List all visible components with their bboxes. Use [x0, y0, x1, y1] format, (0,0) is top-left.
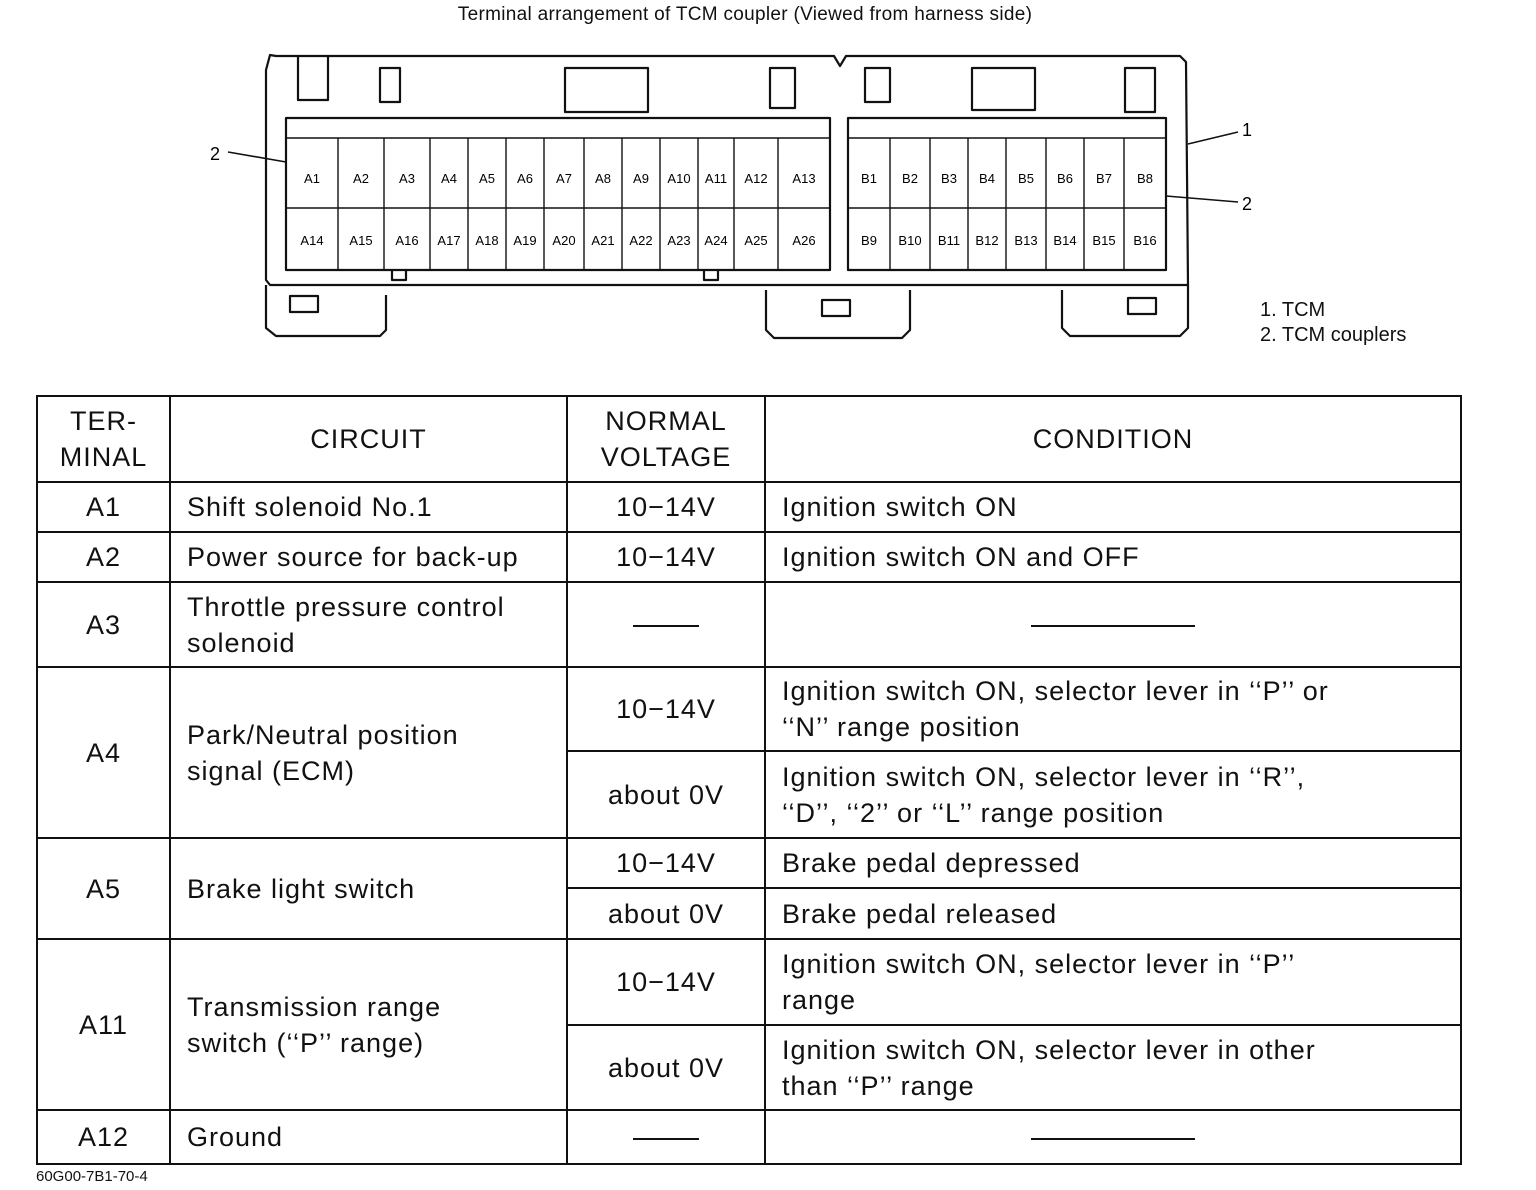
- legend: [1260, 298, 1406, 348]
- callout-leader: [1188, 132, 1238, 144]
- foot-slot: [1128, 298, 1156, 314]
- pin-label-a24: A24: [704, 233, 728, 248]
- circuit-text: signal (ECM): [187, 755, 356, 786]
- legend-item-tcm: 1. TCM: [1260, 299, 1326, 321]
- pin-label-a15: A15: [349, 233, 373, 248]
- condition-cell: [765, 751, 1461, 838]
- latch-notch: [865, 68, 890, 102]
- no-value-dash: [1031, 625, 1195, 627]
- condition-text: Ignition switch ON, selector lever in ‘‘R’’,: [782, 761, 1306, 792]
- coupler-foot-left: [266, 285, 386, 336]
- terminal-cell: A5: [37, 838, 170, 939]
- legend-item-tcm-couplers: 2. TCM couplers: [1260, 324, 1407, 346]
- condition-cell: [765, 1025, 1461, 1110]
- pin-label-a7: A7: [556, 171, 572, 186]
- latch-notch: [380, 68, 400, 102]
- no-value-dash: [633, 1138, 699, 1140]
- circuit-cell: Shift solenoid No.1: [170, 482, 567, 532]
- header-voltage: [567, 396, 765, 482]
- condition-cell: [765, 1110, 1461, 1164]
- table-row: [37, 838, 1461, 888]
- voltage-cell: 10−14V: [567, 532, 765, 582]
- pin-label-b15: B15: [1092, 233, 1116, 248]
- pin-label-a9: A9: [633, 171, 649, 186]
- terminal-cell: A2: [37, 532, 170, 582]
- voltage-cell: about 0V: [567, 1025, 765, 1110]
- pin-label-a25: A25: [744, 233, 768, 248]
- terminal-cell: A11: [37, 939, 170, 1110]
- cavity-block-b: [848, 118, 1166, 270]
- pin-label-a3: A3: [399, 171, 415, 186]
- pin-label-a18: A18: [475, 233, 499, 248]
- pin-label-a22: A22: [629, 233, 653, 248]
- header-text: VOLTAGE: [600, 442, 732, 472]
- pin-label-b12: B12: [975, 233, 999, 248]
- header-terminal: [37, 396, 170, 482]
- condition-cell: [765, 667, 1461, 751]
- callout-label-2: 2: [210, 144, 221, 164]
- diagram-caption: Terminal arrangement of TCM coupler (Viewed from harness side): [457, 4, 1033, 25]
- pin-label-b8: B8: [1137, 171, 1153, 186]
- condition-cell: Ignition switch ON: [765, 482, 1461, 532]
- voltage-cell: [567, 1110, 765, 1164]
- condition-text: ‘‘D’’, ‘‘2’’ or ‘‘L’’ range position: [782, 797, 1165, 828]
- pin-label-b13: B13: [1014, 233, 1038, 248]
- table-row: [37, 482, 1461, 532]
- pin-label-b9: B9: [861, 233, 877, 248]
- condition-text: than ‘‘P’’ range: [782, 1070, 975, 1101]
- circuit-text: solenoid: [187, 627, 296, 658]
- callout-label-1: 1: [1242, 120, 1253, 140]
- pin-label-b5: B5: [1018, 171, 1034, 186]
- latch-notch: [1125, 68, 1155, 112]
- table-row: [37, 939, 1461, 1025]
- table-row: [37, 582, 1461, 667]
- pin-label-a23: A23: [667, 233, 691, 248]
- pin-label-b1: B1: [861, 171, 877, 186]
- table-header-row: [37, 396, 1461, 482]
- header-circuit: CIRCUIT: [170, 396, 567, 482]
- pin-label-b11: B11: [937, 233, 961, 248]
- latch-notch: [298, 56, 328, 100]
- coupler-foot-right: [1062, 285, 1188, 336]
- circuit-cell: [170, 667, 567, 838]
- callout-label-2: 2: [1242, 194, 1253, 214]
- table-row: [37, 532, 1461, 582]
- header-text: MINAL: [59, 442, 148, 472]
- latch-notch: [770, 68, 795, 108]
- voltage-cell: 10−14V: [567, 838, 765, 888]
- table-row: [37, 1110, 1461, 1164]
- voltage-cell: 10−14V: [567, 939, 765, 1025]
- pin-label-a21: A21: [591, 233, 615, 248]
- pin-label-b4: B4: [979, 171, 995, 186]
- pin-label-a12: A12: [744, 171, 768, 186]
- pin-label-a16: A16: [395, 233, 419, 248]
- voltage-cell: 10−14V: [567, 482, 765, 532]
- pin-label-a11: A11: [704, 171, 728, 186]
- pin-label-b3: B3: [941, 171, 957, 186]
- condition-cell: Brake pedal depressed: [765, 838, 1461, 888]
- no-value-dash: [633, 625, 699, 627]
- pin-label-b16: B16: [1133, 233, 1157, 248]
- pin-label-b10: B10: [898, 233, 922, 248]
- header-condition: CONDITION: [765, 396, 1461, 482]
- pin-label-b7: B7: [1096, 171, 1112, 186]
- circuit-cell: Ground: [170, 1110, 567, 1164]
- voltage-cell: [567, 582, 765, 667]
- condition-text: range: [782, 985, 857, 1015]
- circuit-cell: Power source for back-up: [170, 532, 567, 582]
- circuit-text: Throttle pressure control: [187, 591, 505, 622]
- condition-text: Ignition switch ON, selector lever in ‘‘P’’ or: [782, 676, 1329, 706]
- condition-text: Ignition switch ON, selector lever in other: [782, 1034, 1316, 1065]
- pin-label-a4: A4: [441, 171, 457, 186]
- pin-label-a20: A20: [552, 233, 576, 248]
- pin-label-b14: B14: [1053, 233, 1077, 248]
- pin-label-a6: A6: [517, 171, 533, 186]
- condition-cell: Brake pedal released: [765, 888, 1461, 939]
- figure-code: 60G00-7B1-70-4: [36, 1168, 148, 1185]
- circuit-text: Park/Neutral position: [187, 719, 459, 750]
- pin-label-a13: A13: [792, 171, 816, 186]
- header-text: TER-: [70, 406, 137, 436]
- terminal-spec-table: [36, 395, 1462, 1165]
- condition-text: Ignition switch ON, selector lever in ‘‘P’’: [782, 949, 1296, 979]
- coupler-housing-outline: [266, 55, 1188, 285]
- pin-label-a19: A19: [513, 233, 537, 248]
- condition-text: ‘‘N’’ range position: [782, 712, 1021, 742]
- terminal-cell: A12: [37, 1110, 170, 1164]
- terminal-cell: A1: [37, 482, 170, 532]
- pin-label-a5: A5: [479, 171, 495, 186]
- callout-leader: [228, 152, 286, 162]
- terminal-cell: A4: [37, 667, 170, 838]
- voltage-cell: 10−14V: [567, 667, 765, 751]
- circuit-cell: [170, 939, 567, 1110]
- foot-slot: [290, 296, 318, 312]
- foot-slot: [822, 300, 850, 316]
- pin-label-b6: B6: [1057, 171, 1073, 186]
- latch-notch: [972, 68, 1035, 110]
- condition-cell: [765, 939, 1461, 1025]
- voltage-cell: about 0V: [567, 888, 765, 939]
- callout-leader: [1166, 196, 1238, 202]
- pin-label-a8: A8: [595, 171, 611, 186]
- latch-notch: [565, 68, 648, 112]
- coupler-foot-center: [766, 290, 910, 338]
- circuit-text: Transmission range: [187, 991, 442, 1022]
- condition-cell: Ignition switch ON and OFF: [765, 532, 1461, 582]
- voltage-cell: about 0V: [567, 751, 765, 838]
- pin-label-a2: A2: [353, 171, 369, 186]
- header-text: NORMAL: [605, 406, 727, 436]
- pin-label-a26: A26: [792, 233, 816, 248]
- pin-label-a10: A10: [667, 171, 691, 186]
- circuit-text: switch (‘‘P’’ range): [187, 1027, 425, 1058]
- table-row: [37, 667, 1461, 751]
- pin-label-b2: B2: [902, 171, 918, 186]
- condition-cell: [765, 582, 1461, 667]
- circuit-cell: Brake light switch: [170, 838, 567, 939]
- pin-label-a1: A1: [304, 171, 320, 186]
- pin-label-a14: A14: [300, 233, 324, 248]
- circuit-cell: [170, 582, 567, 667]
- terminal-cell: A3: [37, 582, 170, 667]
- no-value-dash: [1031, 1138, 1195, 1140]
- pin-label-a17: A17: [437, 233, 461, 248]
